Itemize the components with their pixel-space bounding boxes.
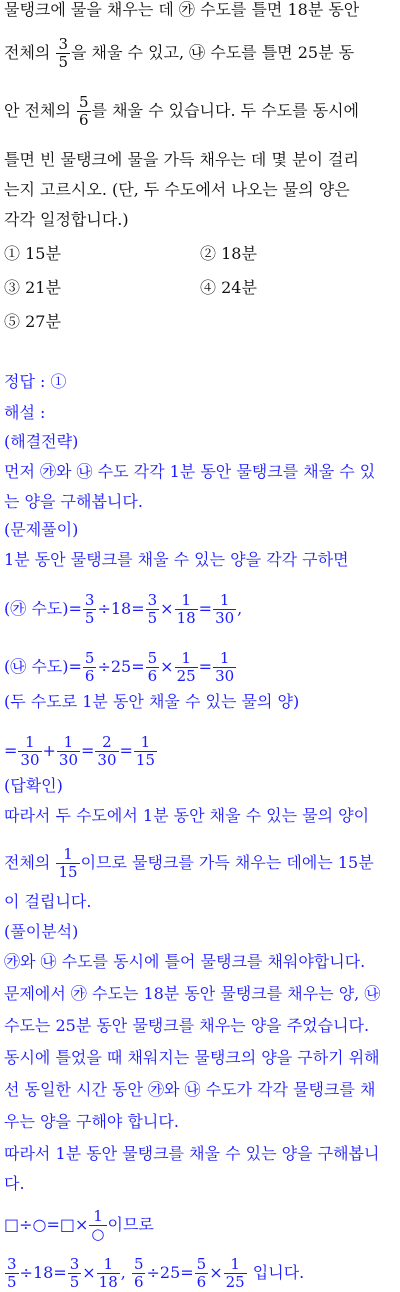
- strategy-line-2: 는 양을 구해봅니다.: [4, 492, 143, 511]
- fraction: $\frac{3}{5}$: [84, 591, 95, 627]
- analysis-line-3: 수도는 25분 동안 물탱크를 채우는 양을 주었습니다.: [4, 1016, 370, 1035]
- question-line-5: 는지 고르시오. (단, 두 수도에서 나오는 물의 양은: [4, 180, 350, 199]
- fraction: $\frac{1}{○}$: [91, 1207, 105, 1243]
- fraction: $\frac{1}{25}$: [176, 649, 196, 685]
- rule-line: □÷○=□× $\frac{1}{○}$ 이므로: [4, 1207, 154, 1243]
- analysis-line-5: 선 동일한 시간 동안 ㉮와 ㉯ 수도가 각각 물탱크를 채: [4, 1080, 376, 1099]
- check-line-1: 따라서 두 수도에서 1분 동안 채울 수 있는 물의 양이: [4, 806, 370, 825]
- fraction: $\frac{3}{5}$: [7, 1255, 17, 1291]
- check-heading: (답확인): [4, 776, 63, 795]
- equation-3: = $\frac{1}{30}$ + $\frac{1}{30}$ = $\frac{2}{30}$ = $\frac{1}{15}$: [4, 733, 155, 769]
- analysis-line-1: ㉮와 ㉯ 수도를 동시에 틀어 물탱크를 채워야합니다.: [4, 952, 366, 971]
- fraction: $\frac{1}{25}$: [225, 1255, 245, 1291]
- question-line-2: [4, 36, 354, 71]
- fraction: $\frac{1}{18}$: [176, 591, 196, 627]
- fraction: $\frac{1}{30}$: [20, 733, 40, 769]
- option-4[interactable]: ④ 24분: [200, 278, 257, 297]
- fraction: $\frac{3}{5}$: [69, 1255, 80, 1291]
- fraction: $\frac{5}{6}$: [133, 1255, 144, 1291]
- option-5[interactable]: ⑤ 27분: [4, 312, 61, 331]
- strategy-heading: (해결전략): [4, 432, 79, 451]
- check-line-3: 이 걸립니다.: [4, 892, 92, 911]
- question-line-3: [4, 94, 359, 129]
- answer-line: 정답 : ①: [4, 372, 67, 391]
- question-line-4: 틀면 빈 물탱크에 물을 가득 채우는 데 몇 분이 걸리: [4, 150, 359, 169]
- check-line-2: 전체의 $\frac{1}{15}$ 이므로 물탱크를 가득 채우는 데에는 15분: [4, 845, 374, 881]
- analysis-line-2: 문제에서 ㉮ 수도는 18분 동안 물탱크를 채우는 양, ㉯: [4, 984, 381, 1003]
- question-text: 를 채울 수 있습니다. 두 수도를 동시에: [91, 101, 359, 120]
- option-3[interactable]: ③ 21분: [4, 278, 61, 297]
- equation-2: (㉯ 수도)= $\frac{5}{6}$ ÷25= $\frac{5}{6}$ × $\frac{1}{25}$ = $\frac{1}{30}$: [4, 649, 235, 685]
- fraction: $\frac{5}{6}$: [84, 649, 95, 685]
- analysis-line-6: 우는 양을 구해야 합니다.: [4, 1112, 179, 1131]
- fraction: $\frac{1}{30}$: [215, 649, 235, 685]
- explanation-label: 해설 :: [4, 403, 46, 422]
- fraction: $\frac{3}{5}$: [58, 35, 69, 71]
- fraction: $\frac{3}{5}$: [147, 591, 158, 627]
- question-text: 전체의: [4, 43, 56, 62]
- analysis-line-8: 다.: [4, 1174, 25, 1193]
- fraction: $\frac{5}{6}$: [147, 649, 158, 685]
- solve-line-1: 1분 동안 물탱크를 채울 수 있는 양을 각각 구하면: [4, 550, 349, 569]
- fraction: $\frac{1}{15}$: [135, 733, 155, 769]
- fraction: $\frac{1}{15}$: [58, 845, 78, 881]
- question-text: 안 전체의: [4, 101, 76, 120]
- fraction: $\frac{1}{18}$: [98, 1255, 118, 1291]
- strategy-line-1: 먼저 ㉮와 ㉯ 수도 각각 1분 동안 물탱크를 채울 수 있: [4, 462, 376, 481]
- fraction: $\frac{5}{6}$: [79, 93, 89, 129]
- fraction: $\frac{2}{30}$: [97, 733, 117, 769]
- question-text: 을 채울 수 있고, ㉯ 수도를 틀면 25분 동: [71, 43, 355, 62]
- analysis-line-7: 따라서 1분 동안 물탱크를 채울 수 있는 양을 구해봅니: [4, 1144, 380, 1163]
- combined-heading: (두 수도로 1분 동안 채울 수 있는 물의 양): [4, 692, 300, 711]
- fraction: $\frac{5}{6}$: [196, 1255, 207, 1291]
- analysis-heading: (풀이분석): [4, 922, 79, 941]
- question-line-6: 각각 일정합니다.): [4, 210, 129, 229]
- analysis-line-4: 동시에 틀었을 때 채워지는 물탱크의 양을 구하기 위해: [4, 1048, 380, 1067]
- solve-heading: (문제풀이): [4, 520, 79, 539]
- option-1[interactable]: ① 15분: [4, 244, 61, 263]
- option-2[interactable]: ② 18분: [200, 244, 257, 263]
- equation-1: (㉮ 수도)= $\frac{3}{5}$ ÷18= $\frac{3}{5}$ × $\frac{1}{18}$ = $\frac{1}{30}$ ,: [4, 591, 243, 627]
- final-line: $\frac{3}{5}$ ÷18= $\frac{3}{5}$ × $\frac{1}{18}$ , $\frac{5}{6}$ ÷25= $\frac{5}{6}$ × $\frac{1}{25}$ 입니다.: [7, 1255, 305, 1291]
- question-line-1: 물탱크에 물을 채우는 데 ㉮ 수도를 틀면 18분 동안: [4, 0, 360, 19]
- fraction: $\frac{1}{30}$: [215, 591, 235, 627]
- fraction: $\frac{1}{30}$: [58, 733, 78, 769]
